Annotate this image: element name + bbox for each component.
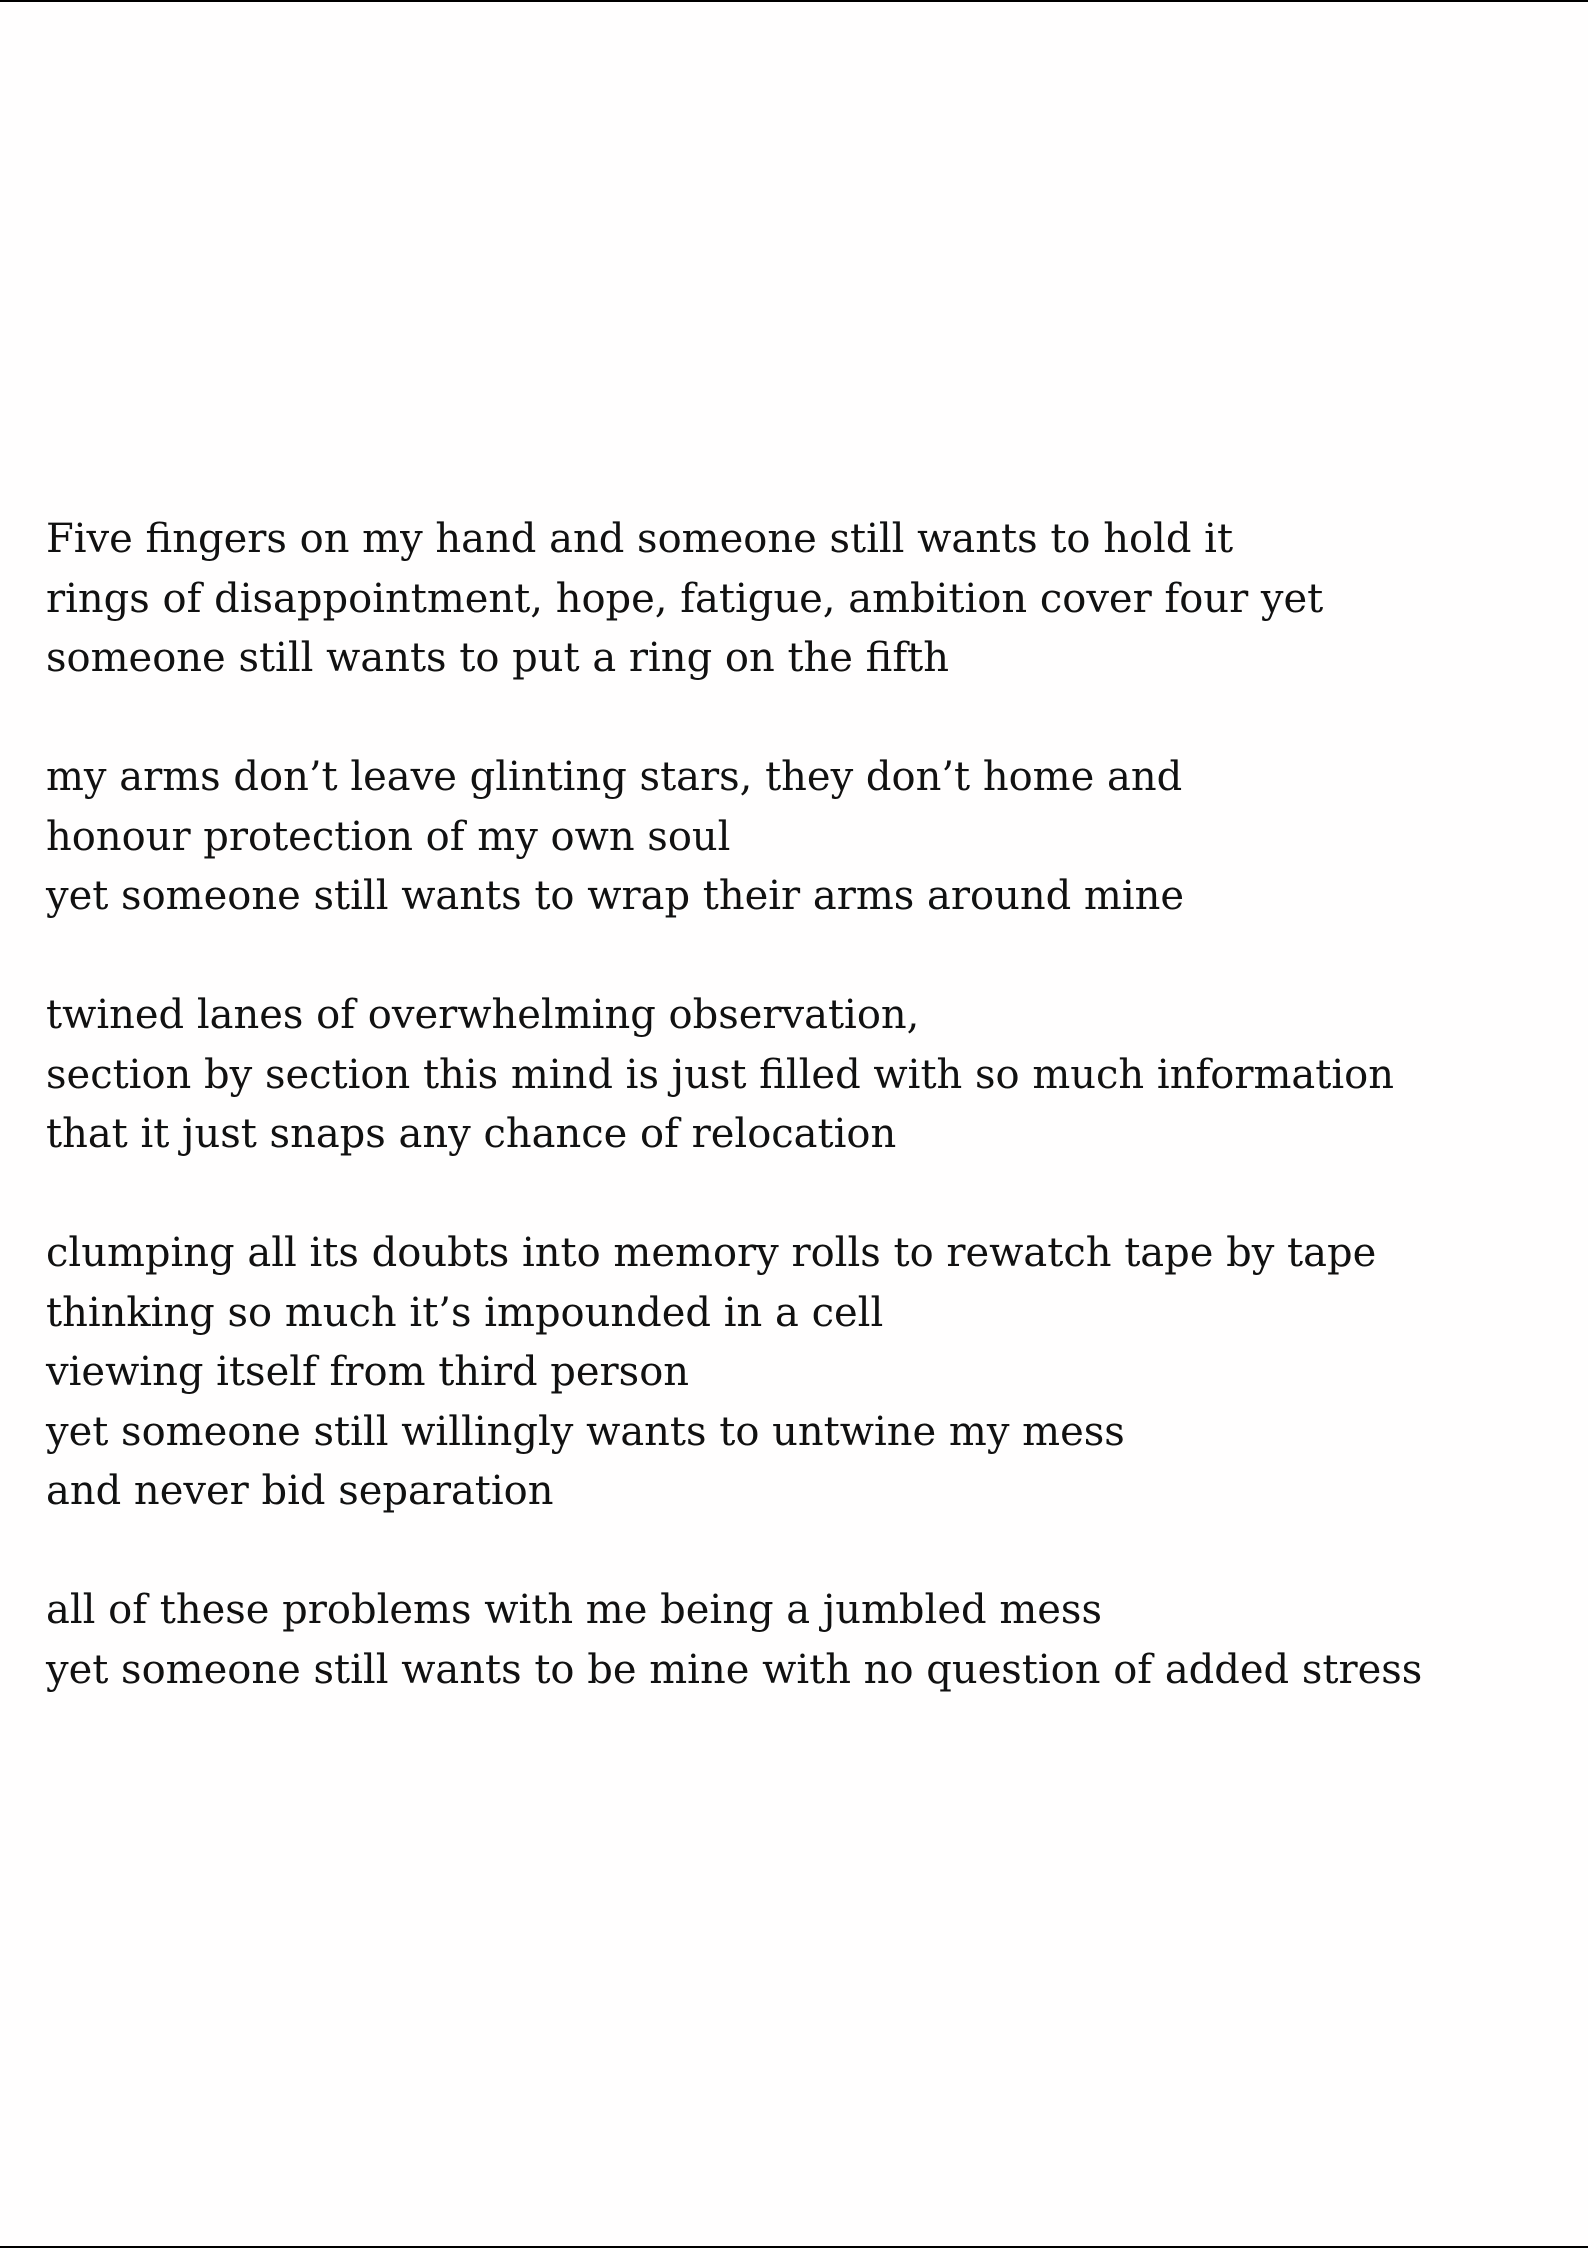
poem-line: section by section this mind is just filled with so much information [46,1051,1394,1098]
poem-line: viewing itself from third person [46,1349,690,1395]
poem-line: my arms don’t leave glinting stars, they don’t home and [46,754,1183,800]
stanza-3 [46,986,1546,1165]
poem-line: and never bid separation [46,1468,554,1514]
poem-line: twined lanes of overwhelming observation, [46,992,920,1038]
poem-line: someone still wants to put a ring on the fifth [46,635,949,681]
stanza-2 [46,748,1546,927]
poem-line: clumping all its doubts into memory rolls to rewatch tape by tape [46,1230,1377,1276]
poem-line: yet someone still willingly wants to untwine my mess [46,1408,1125,1455]
poem-body [46,510,1546,1700]
stanza-1 [46,510,1546,689]
stanza-4 [46,1224,1546,1522]
poem-line: yet someone still wants to be mine with no question of added stress [46,1646,1423,1693]
poem-line: all of these problems with me being a jumbled mess [46,1587,1102,1633]
poem-line: Five fingers on my hand and someone still wants to hold it [46,516,1234,562]
poem-line: rings of disappointment, hope, fatigue, ambition cover four yet [46,575,1324,622]
poem-line: yet someone still wants to wrap their arms around mine [46,873,1185,919]
poem-line: thinking so much it’s impounded in a cell [46,1289,884,1336]
stanza-5 [46,1581,1546,1700]
poem-line: honour protection of my own soul [46,813,731,860]
poem-line: that it just snaps any chance of relocation [46,1111,897,1157]
